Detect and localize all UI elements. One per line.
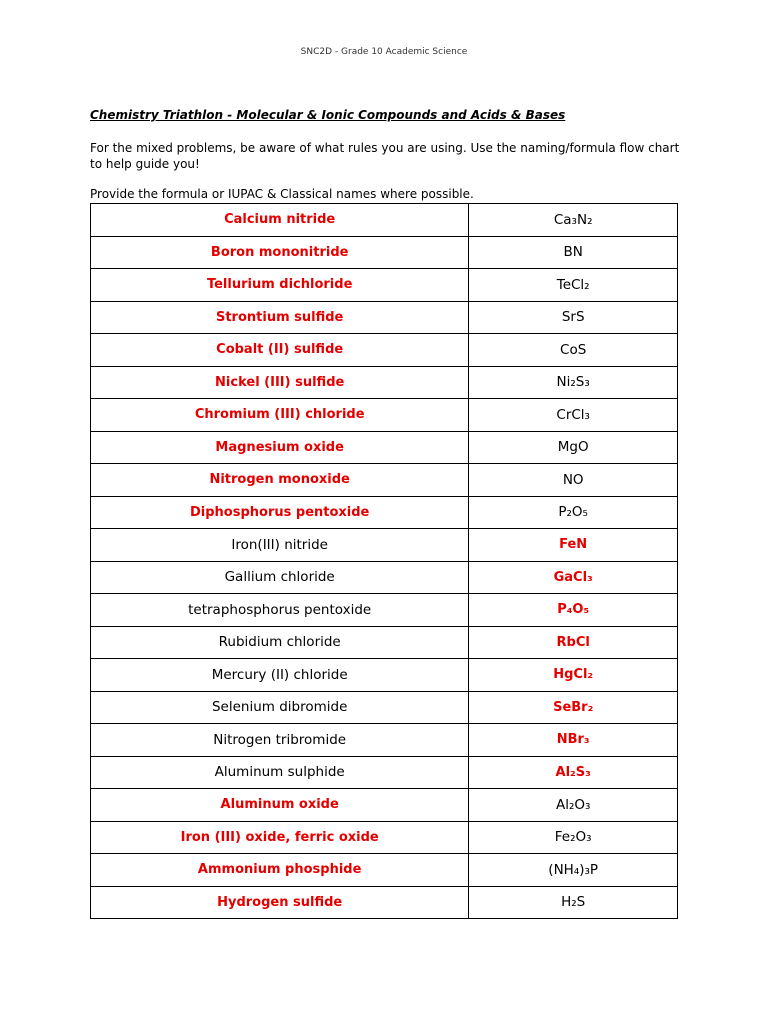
table-row	[91, 269, 678, 302]
compound-formula-cell: MgO	[469, 431, 678, 464]
compound-formula-cell: CoS	[469, 334, 678, 367]
compound-formula-cell: P₄O₅	[469, 594, 678, 627]
page-header: SNC2D - Grade 10 Academic Science	[300, 47, 468, 57]
compound-name-cell: Calcium nitride	[91, 204, 469, 237]
table-row	[91, 431, 678, 464]
table-row	[91, 334, 678, 367]
table-row	[91, 399, 678, 432]
compound-name-cell: tetraphosphorus pentoxide	[91, 594, 469, 627]
table-row	[91, 821, 678, 854]
table-row	[91, 756, 678, 789]
table-row	[91, 464, 678, 497]
compounds-table	[90, 203, 678, 919]
table-row	[91, 496, 678, 529]
table-row	[91, 366, 678, 399]
table-row	[91, 854, 678, 887]
compound-name-cell: Magnesium oxide	[91, 431, 469, 464]
table-row	[91, 301, 678, 334]
compound-name-cell: Strontium sulfide	[91, 301, 469, 334]
compound-formula-cell: NO	[469, 464, 678, 497]
table-row	[91, 691, 678, 724]
compound-formula-cell: BN	[469, 236, 678, 269]
compound-name-cell: Ammonium phosphide	[91, 854, 469, 887]
table-row	[91, 659, 678, 692]
compound-name-cell: Hydrogen sulfide	[91, 886, 469, 919]
compound-formula-cell: Ca₃N₂	[469, 204, 678, 237]
compound-name-cell: Nitrogen monoxide	[91, 464, 469, 497]
compound-formula-cell: H₂S	[469, 886, 678, 919]
table-row	[91, 204, 678, 237]
compound-name-cell: Boron mononitride	[91, 236, 469, 269]
table-row	[91, 789, 678, 822]
compound-name-cell: Nitrogen tribromide	[91, 724, 469, 757]
table-row	[91, 594, 678, 627]
compound-formula-cell: TeCl₂	[469, 269, 678, 302]
compound-name-cell: Iron(III) nitride	[91, 529, 469, 562]
compound-name-cell: Selenium dibromide	[91, 691, 469, 724]
compound-formula-cell: NBr₃	[469, 724, 678, 757]
table-row	[91, 236, 678, 269]
compound-name-cell: Chromium (III) chloride	[91, 399, 469, 432]
table-row	[91, 529, 678, 562]
compound-name-cell: Aluminum oxide	[91, 789, 469, 822]
compound-formula-cell: HgCl₂	[469, 659, 678, 692]
compound-name-cell: Gallium chloride	[91, 561, 469, 594]
compound-name-cell: Nickel (III) sulfide	[91, 366, 469, 399]
compound-name-cell: Diphosphorus pentoxide	[91, 496, 469, 529]
compound-name-cell: Iron (III) oxide, ferric oxide	[91, 821, 469, 854]
table-row	[91, 626, 678, 659]
worksheet-title: Chemistry Triathlon - Molecular & Ionic Compounds and Acids & Bases	[90, 108, 566, 122]
compound-formula-cell: Al₂S₃	[469, 756, 678, 789]
compound-formula-cell: CrCl₃	[469, 399, 678, 432]
compound-formula-cell: Al₂O₃	[469, 789, 678, 822]
compound-formula-cell: FeN	[469, 529, 678, 562]
compound-formula-cell: P₂O₅	[469, 496, 678, 529]
compound-formula-cell: SeBr₂	[469, 691, 678, 724]
table-row	[91, 561, 678, 594]
compound-name-cell: Mercury (II) chloride	[91, 659, 469, 692]
compound-name-cell: Cobalt (II) sulfide	[91, 334, 469, 367]
compound-name-cell: Aluminum sulphide	[91, 756, 469, 789]
table-row	[91, 724, 678, 757]
compound-formula-cell: RbCl	[469, 626, 678, 659]
compound-formula-cell: (NH₄)₃P	[469, 854, 678, 887]
table-row	[91, 886, 678, 919]
compound-formula-cell: Fe₂O₃	[469, 821, 678, 854]
compound-formula-cell: SrS	[469, 301, 678, 334]
compound-formula-cell: GaCl₃	[469, 561, 678, 594]
compound-formula-cell: Ni₂S₃	[469, 366, 678, 399]
instructions-text: For the mixed problems, be aware of what rules you are using. Use the naming/formula flow chart to help guide you!	[90, 141, 680, 171]
compound-name-cell: Rubidium chloride	[91, 626, 469, 659]
instructions-text-2: Provide the formula or IUPAC & Classical names where possible.	[90, 187, 474, 201]
compound-name-cell: Tellurium dichloride	[91, 269, 469, 302]
